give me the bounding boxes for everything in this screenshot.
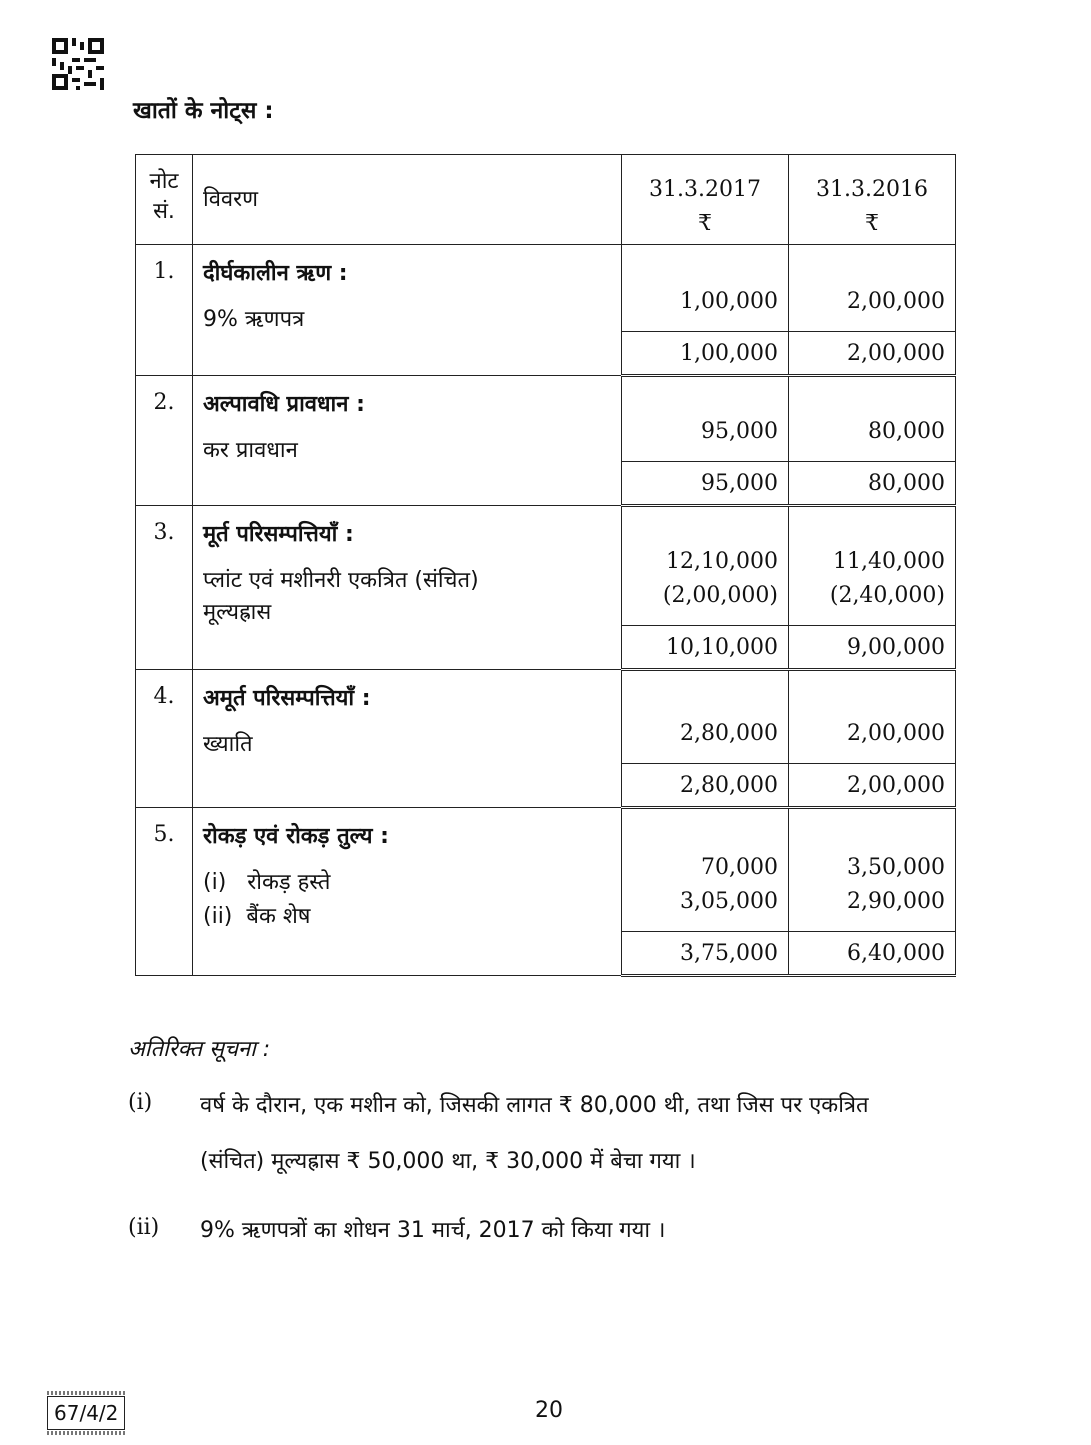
amount-2016 bbox=[789, 506, 956, 626]
amount-2016 bbox=[789, 376, 956, 462]
table-row bbox=[136, 670, 956, 764]
year-label: 31.3.2017 bbox=[649, 177, 761, 202]
year-label: 31.3.2016 bbox=[816, 177, 928, 202]
total-2016: 2,00,000 bbox=[789, 332, 956, 376]
amount-2016 bbox=[789, 670, 956, 764]
amount-2017 bbox=[622, 376, 789, 462]
amount-value: 3,05,000 bbox=[680, 889, 778, 914]
total-2016: 80,000 bbox=[789, 462, 956, 506]
total-2017: 2,80,000 bbox=[622, 764, 789, 808]
note-line: कर प्रावधान bbox=[203, 438, 298, 463]
additional-info-title: अतिरिक्त सूचना : bbox=[128, 1037, 271, 1062]
amount-value: 2,00,000 bbox=[847, 289, 945, 314]
note-line: मूल्यह्रास bbox=[203, 600, 272, 625]
total-2017: 95,000 bbox=[622, 462, 789, 506]
page-heading: खातों के नोट्स : bbox=[133, 98, 274, 124]
note-line: (i) रोकड़ हस्ते bbox=[203, 870, 331, 895]
amount-2016 bbox=[789, 808, 956, 932]
note-line: ख्याति bbox=[203, 732, 253, 757]
paper-code: 67/4/2 bbox=[47, 1396, 125, 1430]
currency-symbol: ₹ bbox=[698, 211, 712, 236]
amount-2017 bbox=[622, 670, 789, 764]
notes-table bbox=[135, 154, 956, 977]
note-line: (ii) बैंक शेष bbox=[203, 904, 311, 929]
amount-value: 95,000 bbox=[701, 419, 778, 444]
note-description bbox=[193, 808, 622, 976]
item-text-line: वर्ष के दौरान, एक मशीन को, जिसकी लागत ₹ 80,000 थी, तथा जिस पर एकत्रित bbox=[200, 1093, 869, 1118]
amount-value: 2,00,000 bbox=[847, 721, 945, 746]
note-number: 1. bbox=[136, 245, 193, 376]
note-number: 2. bbox=[136, 376, 193, 506]
note-line: प्लांट एवं मशीनरी एकत्रित (संचित) bbox=[203, 568, 479, 593]
amount-value: 1,00,000 bbox=[680, 289, 778, 314]
table-row bbox=[136, 808, 956, 932]
amount-value: (2,00,000) bbox=[662, 583, 778, 608]
total-2016: 6,40,000 bbox=[789, 932, 956, 976]
note-description bbox=[193, 245, 622, 376]
note-title: दीर्घकालीन ऋण : bbox=[203, 261, 348, 286]
amount-value: 12,10,000 bbox=[666, 549, 778, 574]
note-title: अल्पावधि प्रावधान : bbox=[203, 392, 365, 417]
table-row bbox=[136, 245, 956, 332]
amount-value: 2,90,000 bbox=[847, 889, 945, 914]
item-text-line: (संचित) मूल्यह्रास ₹ 50,000 था, ₹ 30,000 में बेचा गया । bbox=[200, 1149, 696, 1174]
currency-symbol: ₹ bbox=[865, 211, 879, 236]
total-2017: 10,10,000 bbox=[622, 626, 789, 670]
note-number: 5. bbox=[136, 808, 193, 976]
amount-2017 bbox=[622, 245, 789, 332]
amount-value: 70,000 bbox=[701, 855, 778, 880]
total-2017: 1,00,000 bbox=[622, 332, 789, 376]
header-year-2017 bbox=[622, 155, 789, 245]
note-line: 9% ऋणपत्र bbox=[203, 307, 305, 332]
amount-2016 bbox=[789, 245, 956, 332]
amount-value: 2,80,000 bbox=[680, 721, 778, 746]
note-description bbox=[193, 506, 622, 670]
table-row bbox=[136, 506, 956, 626]
note-title: अमूर्त परिसम्पत्तियाँ : bbox=[203, 686, 371, 711]
item-text bbox=[200, 1078, 1000, 1190]
item-label: (i) bbox=[128, 1090, 153, 1115]
amount-value: (2,40,000) bbox=[829, 583, 945, 608]
note-title: मूर्त परिसम्पत्तियाँ : bbox=[203, 522, 354, 547]
note-number: 4. bbox=[136, 670, 193, 808]
note-number: 3. bbox=[136, 506, 193, 670]
note-description bbox=[193, 670, 622, 808]
item-text bbox=[200, 1203, 1000, 1259]
header-year-2016 bbox=[789, 155, 956, 245]
item-label: (ii) bbox=[128, 1215, 160, 1240]
header-particulars: विवरण bbox=[193, 155, 622, 245]
qr-code-icon bbox=[52, 38, 104, 90]
amount-2017 bbox=[622, 506, 789, 626]
total-2017: 3,75,000 bbox=[622, 932, 789, 976]
table-header-row bbox=[136, 155, 956, 245]
header-note-no: नोट सं. bbox=[136, 155, 193, 245]
table-row bbox=[136, 376, 956, 462]
note-description bbox=[193, 376, 622, 506]
item-text-line: 9% ऋणपत्रों का शोधन 31 मार्च, 2017 को किया गया । bbox=[200, 1218, 666, 1243]
total-2016: 2,00,000 bbox=[789, 764, 956, 808]
amount-value: 3,50,000 bbox=[847, 855, 945, 880]
amount-2017 bbox=[622, 808, 789, 932]
note-title: रोकड़ एवं रोकड़ तुल्य : bbox=[203, 824, 389, 849]
page-number: 20 bbox=[535, 1398, 563, 1423]
amount-value: 80,000 bbox=[868, 419, 945, 444]
total-2016: 9,00,000 bbox=[789, 626, 956, 670]
amount-value: 11,40,000 bbox=[833, 549, 945, 574]
